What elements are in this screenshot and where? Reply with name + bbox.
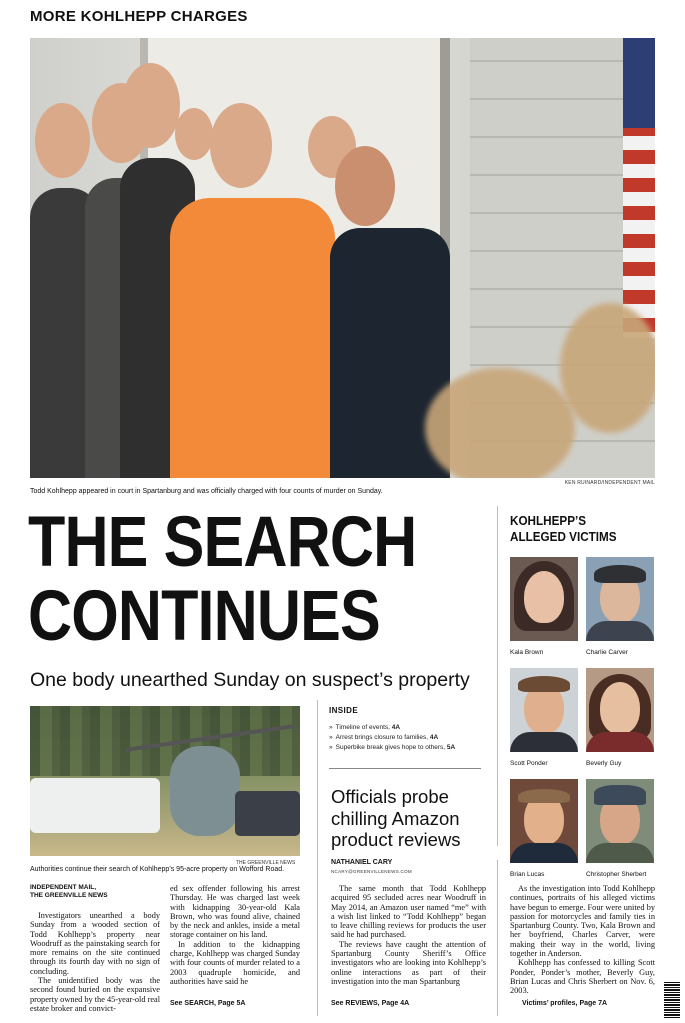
victim-portrait: [510, 779, 578, 878]
body-paragraph: The same month that Todd Kohlhepp acquired 95 secluded acres near Woodruff in May 2014, an Amazon user named “me” with a wish list linked to “Todd Kohlhepp” began to leave chilling reviews for products the user said he had purchased.: [331, 884, 486, 940]
body-paragraph: The unidentified body was the second found buried on the expansive property owned by the 45-year-old real estate broker and convict-: [30, 976, 160, 1013]
inside-item[interactable]: » Timeline of events, 4A: [329, 724, 401, 731]
main-story-column-2: [170, 884, 300, 986]
reviews-story-body: [331, 884, 486, 986]
victim-portrait: [586, 779, 654, 878]
barcode: [664, 982, 680, 1018]
victim-photo: [586, 779, 654, 863]
tree-line: [30, 706, 300, 776]
dateline: INDEPENDENT MAIL, THE GREENVILLE NEWS: [30, 884, 108, 899]
helicopter: [170, 746, 240, 836]
inside-title: INSIDE: [329, 706, 359, 715]
body-paragraph: The reviews have caught the attention of Spartanburg County Sheriff’s Office investigators who are looking into Kohlhepp’s online interactions as part of their investigation into the man Spartanburg: [331, 939, 486, 986]
victims-sidebar-body: [510, 884, 655, 996]
body-paragraph: ed sex offender following his arrest Thursday. He was charged last week with kidnapping 30-year-old Kala Brown, who was found alive, chained by the neck and ankles, inside a metal storage container on his land.: [170, 884, 300, 940]
headline-deck: One body unearthed Sunday on suspect’s property: [30, 669, 470, 691]
background-figure-head: [175, 108, 213, 160]
column-divider: [497, 506, 498, 846]
victim-portrait: [586, 557, 654, 656]
victim-photo: [510, 557, 578, 641]
reviews-headline[interactable]: Officials probe chilling Amazon product reviews: [331, 786, 461, 850]
column-divider: [317, 700, 318, 1016]
defendant-head: [210, 103, 272, 188]
defendant-orange-jumpsuit: [170, 198, 335, 478]
deputy-head: [335, 146, 395, 226]
victim-name: Christopher Sherbert: [586, 871, 647, 878]
inside-item[interactable]: » Arrest brings closure to families, 4A: [329, 734, 439, 741]
main-story-column-1: [30, 911, 160, 1013]
reviews-jump-link[interactable]: See REVIEWS, Page 4A: [331, 1000, 410, 1007]
hero-photo-credit: KEN RUINARD/INDEPENDENT MAIL: [564, 480, 655, 486]
american-flag-canton: [623, 38, 655, 128]
victim-portrait: [510, 668, 578, 767]
hero-photo: [30, 38, 655, 478]
attorney-head: [122, 63, 180, 148]
victim-portrait: [586, 668, 654, 767]
reviews-email[interactable]: NCARY@GREENVILLENEWS.COM: [331, 869, 412, 874]
body-paragraph: In addition to the kidnapping charge, Kohlhepp was charged Sunday with four counts of murder related to a 2003 quadruple homicide, and authorities have said he: [170, 939, 300, 986]
victim-photo: [510, 668, 578, 752]
spectator-head-blurred: [425, 368, 575, 478]
victim-name: Kala Brown: [510, 649, 544, 656]
headline-line-2: CONTINUES: [28, 577, 380, 656]
search-photo-caption: Authorities continue their search of Kohlhepp’s 95-acre property on Wofford Road.: [30, 866, 285, 873]
victim-photo: [586, 557, 654, 641]
body-paragraph: Kohlhepp has confessed to killing Scott Ponder, Ponder’s mother, Beverly Guy, Brian Lucas and Chris Sherbert on Nov. 6, 2003.: [510, 958, 655, 996]
victim-portrait: [510, 557, 578, 656]
search-photo-credit: THE GREENVILLE NEWS: [236, 860, 296, 866]
headline-line-1: THE SEARCH: [28, 503, 417, 582]
victims-jump-link[interactable]: Victims’ profiles, Page 7A: [522, 1000, 608, 1007]
spectator-head-blurred: [560, 303, 655, 433]
white-truck: [30, 778, 160, 833]
inside-box: [329, 706, 484, 753]
search-jump-link[interactable]: See SEARCH, Page 5A: [170, 1000, 246, 1007]
section-kicker: MORE KOHLHEPP CHARGES: [30, 8, 248, 25]
dark-car: [235, 791, 300, 836]
victims-sidebar-title: KOHLHEPP’S ALLEGED VICTIMS: [510, 513, 617, 544]
inside-item[interactable]: » Superbike break gives hope to others, 5A: [329, 744, 456, 751]
main-headline: [28, 503, 424, 656]
body-paragraph: Investigators unearthed a body Sunday from a wooded section of Todd Kohlhepp’s property near Woodruff as the painstaking search for more remains on the site continued through its fourth day with no sign of concluding.: [30, 911, 160, 976]
victim-name: Brian Lucas: [510, 871, 545, 878]
victim-name: Scott Ponder: [510, 760, 548, 767]
search-site-photo: [30, 706, 300, 856]
victim-photo: [586, 668, 654, 752]
victim-name: Beverly Guy: [586, 760, 622, 767]
hero-photo-caption: Todd Kohlhepp appeared in court in Spartanburg and was officially charged with four counts of murder on Sunday.: [30, 488, 383, 495]
reviews-byline: NATHANIEL CARY: [331, 859, 393, 866]
victim-photo: [510, 779, 578, 863]
column-divider: [497, 860, 498, 1016]
attorney-head: [35, 103, 90, 178]
body-paragraph: As the investigation into Todd Kohlhepp continues, portraits of his alleged victims have begun to emerge. Four were united by passion for motorcycles and family ties in Spartanburg County. Two, Kala Brown and her boyfriend, Charles Carver, were making their way in the world, living together in Anderson.: [510, 884, 655, 959]
divider: [329, 768, 481, 769]
victim-name: Charlie Carver: [586, 649, 628, 656]
